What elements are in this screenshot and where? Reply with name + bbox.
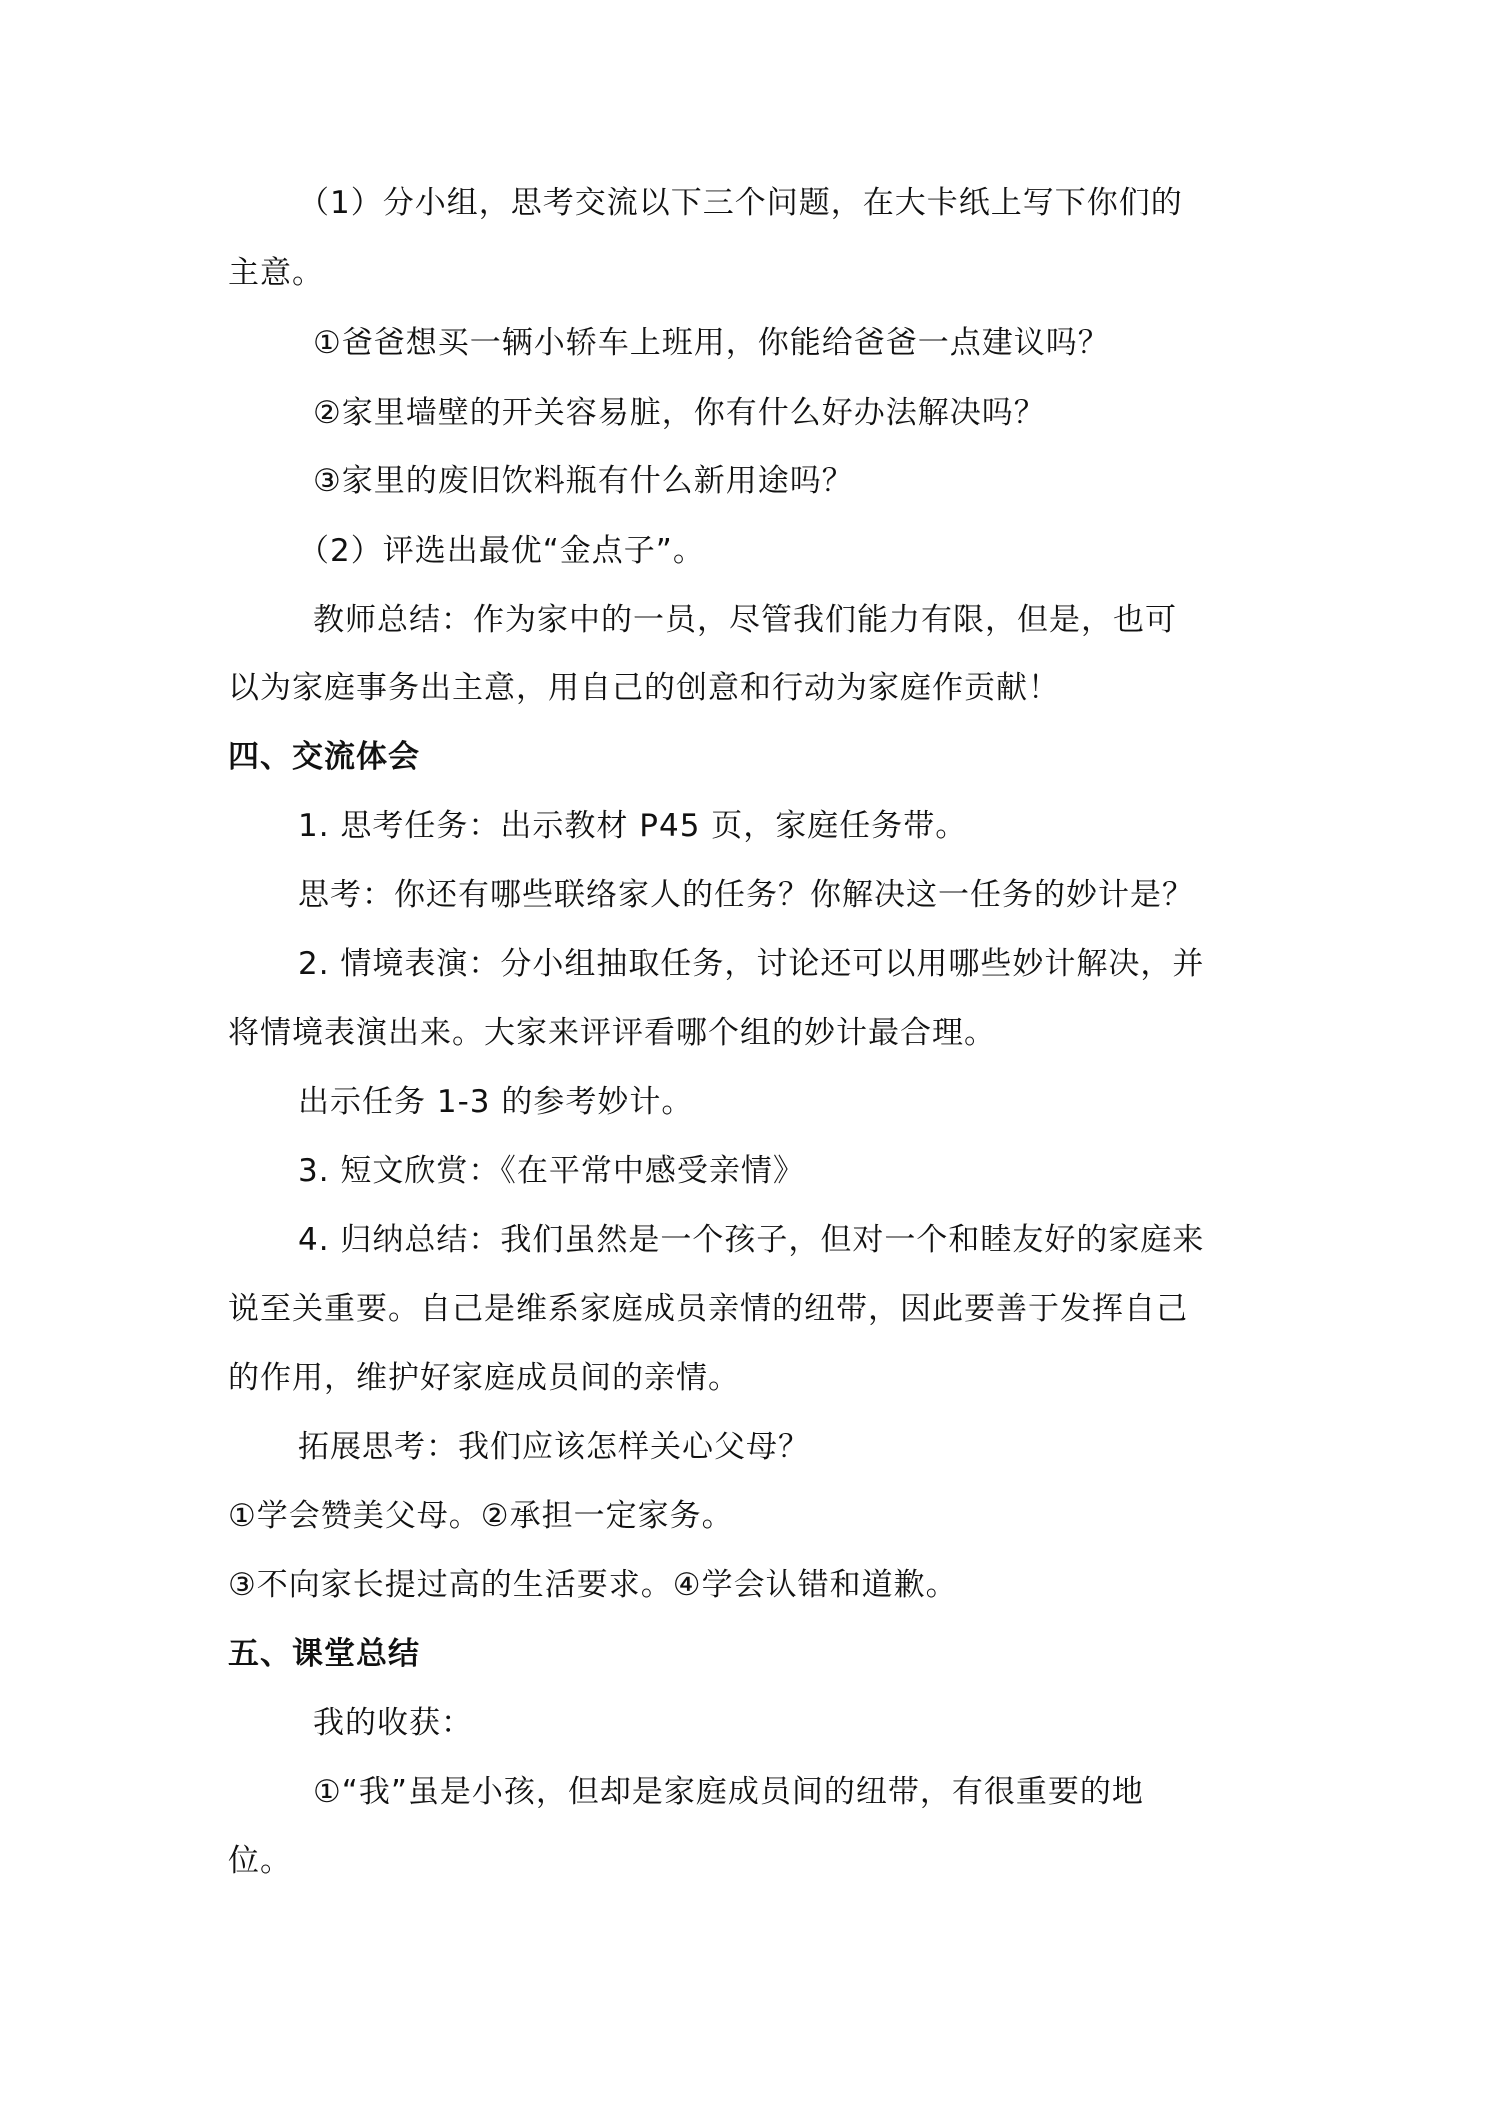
paragraph-line: 1. 思考任务：出示教材 P45 页，家庭任务带。 <box>298 808 968 844</box>
paragraph-line: 以为家庭事务出主意，用自己的创意和行动为家庭作贡献！ <box>228 670 1060 706</box>
paragraph-line: 将情境表演出来。大家来评评看哪个组的妙计最合理。 <box>228 1015 996 1051</box>
paragraph-line: 3. 短文欣赏：《在平常中感受亲情》 <box>298 1153 805 1189</box>
paragraph-line: 2. 情境表演：分小组抽取任务，讨论还可以用哪些妙计解决，并 <box>298 946 1205 982</box>
paragraph-line: 说至关重要。自己是维系家庭成员亲情的纽带，因此要善于发挥自己 <box>228 1291 1188 1327</box>
paragraph-line: （2）评选出最优“金点子”。 <box>298 533 705 569</box>
paragraph-line: 我的收获： <box>313 1705 473 1741</box>
section-heading: 五、课堂总结 <box>228 1636 420 1672</box>
paragraph-line: 4. 归纳总结：我们虽然是一个孩子，但对一个和睦友好的家庭来 <box>298 1222 1205 1258</box>
paragraph-line: 教师总结：作为家中的一员，尽管我们能力有限，但是，也可 <box>313 602 1177 638</box>
paragraph-line: ③家里的废旧饮料瓶有什么新用途吗？ <box>313 463 854 499</box>
paragraph-line: 的作用，维护好家庭成员间的亲情。 <box>228 1360 740 1396</box>
section-heading: 四、交流体会 <box>228 739 420 775</box>
paragraph-line: ①爸爸想买一辆小轿车上班用，你能给爸爸一点建议吗？ <box>313 325 1110 361</box>
paragraph-line: ③不向家长提过高的生活要求。④学会认错和道歉。 <box>228 1567 958 1603</box>
paragraph-line: 出示任务 1-3 的参考妙计。 <box>298 1084 694 1120</box>
paragraph-line: 位。 <box>228 1843 292 1879</box>
paragraph-line: 拓展思考：我们应该怎样关心父母？ <box>298 1429 810 1465</box>
paragraph-line: ②家里墙壁的开关容易脏，你有什么好办法解决吗？ <box>313 395 1046 431</box>
paragraph-line: 思考：你还有哪些联络家人的任务？你解决这一任务的妙计是？ <box>298 877 1194 913</box>
paragraph-line: 主意。 <box>228 255 324 291</box>
paragraph-line: ①学会赞美父母。②承担一定家务。 <box>228 1498 734 1534</box>
paragraph-line: （1）分小组，思考交流以下三个问题，在大卡纸上写下你们的 <box>298 185 1183 221</box>
paragraph-line: ①“我”虽是小孩，但却是家庭成员间的纽带，有很重要的地 <box>313 1774 1144 1810</box>
